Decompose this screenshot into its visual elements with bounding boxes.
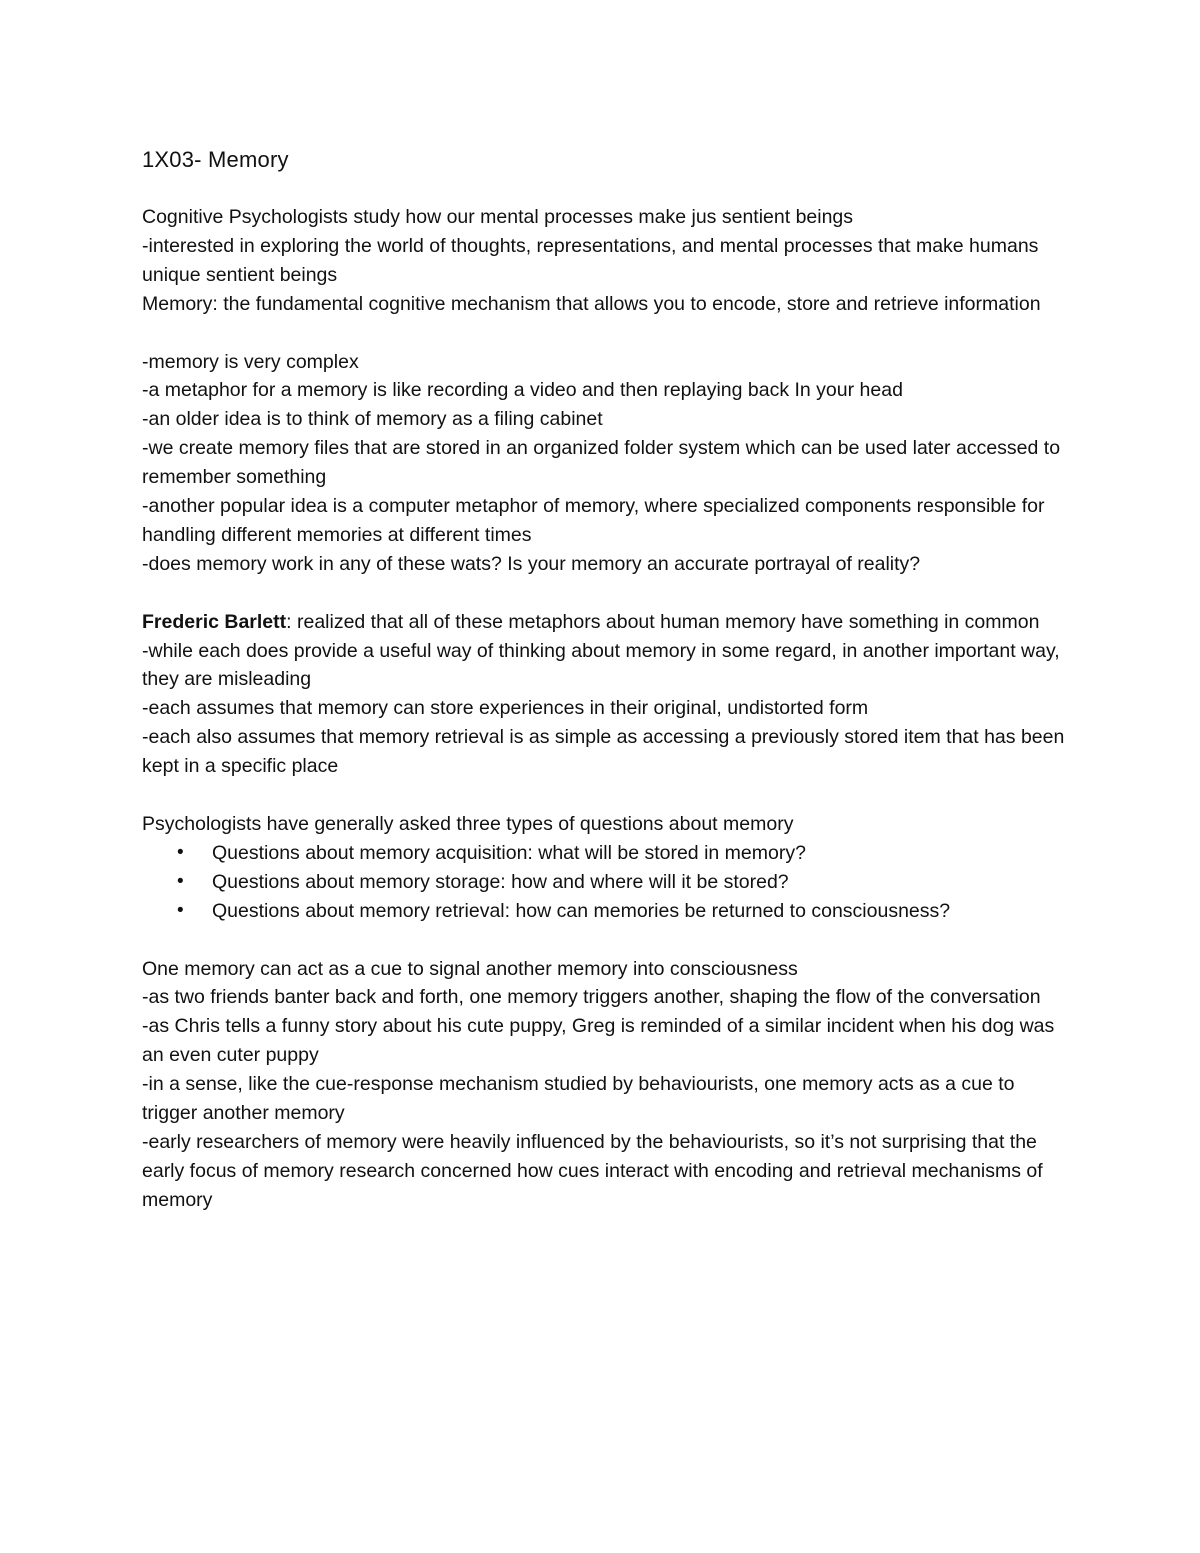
intro-section <box>142 203 1072 319</box>
blank-line <box>142 926 1072 955</box>
list-item <box>142 839 1072 868</box>
questions-heading: Psychologists have generally asked three types of questions about memory <box>142 812 794 835</box>
cues-line: -as Chris tells a funny story about his cute puppy, Greg is reminded of a similar incident when his dog was an even cuter puppy <box>142 1015 1055 1067</box>
intro-line: Memory: the fundamental cognitive mechanism that allows you to encode, store and retrieve information <box>142 292 1041 315</box>
list-item-text: Questions about memory acquisition: what will be stored in memory? <box>212 841 806 864</box>
barlett-line: -while each does provide a useful way of thinking about memory in some regard, in another important way, they are misleading <box>142 639 1060 691</box>
bullet-icon: • <box>177 899 184 921</box>
metaphors-section <box>142 348 1072 579</box>
questions-list <box>142 839 1072 926</box>
bullet-icon: • <box>177 841 184 863</box>
intro-line: Cognitive Psychologists study how our mental processes make jus sentient beings <box>142 206 854 228</box>
list-item-text: Questions about memory storage: how and where will it be stored? <box>212 870 789 893</box>
cues-section <box>142 955 1072 1215</box>
metaphor-line: -we create memory files that are stored in an organized folder system which can be used later accessed to remember something <box>142 437 1061 489</box>
barlett-section <box>142 608 1072 781</box>
cues-line: -early researchers of memory were heavily influenced by the behaviourists, so it’s not surprising that the early focus of memory research concerned how cues interact with encoding and retrieval mechanisms of memory <box>142 1130 1043 1211</box>
metaphor-line: -memory is very complex <box>142 350 359 373</box>
intro-line: -interested in exploring the world of thoughts, representations, and mental processes that make humans unique sentient beings <box>142 234 1039 286</box>
blank-line <box>142 781 1072 810</box>
list-item <box>142 868 1072 897</box>
metaphor-line: -a metaphor for a memory is like recording a video and then replaying back In your head <box>142 379 903 402</box>
metaphor-line: -does memory work in any of these wats? Is your memory an accurate portrayal of reality? <box>142 552 921 575</box>
cues-line: One memory can act as a cue to signal another memory into consciousness <box>142 957 798 980</box>
barlett-line-rest: : realized that all of these metaphors about human memory have something in common <box>286 610 1040 633</box>
list-item <box>142 897 1072 926</box>
page-title: 1X03- Memory <box>142 147 289 172</box>
cues-line: -in a sense, like the cue-response mechanism studied by behaviourists, one memory acts as a cue to trigger another memory <box>142 1073 1015 1125</box>
bullet-icon: • <box>177 870 184 892</box>
metaphor-line: -another popular idea is a computer metaphor of memory, where specialized components responsible for handling different memories at different times <box>142 495 1045 546</box>
metaphor-line: -an older idea is to think of memory as a filing cabinet <box>142 408 603 431</box>
cues-line: -as two friends banter back and forth, one memory triggers another, shaping the flow of the conversation <box>142 986 1041 1009</box>
document-body <box>142 146 1072 1215</box>
list-item-text: Questions about memory retrieval: how can memories be returned to consciousness? <box>212 899 951 922</box>
blank-line <box>142 579 1072 608</box>
blank-line <box>142 319 1072 348</box>
barlett-line: -each assumes that memory can store experiences in their original, undistorted form <box>142 697 869 720</box>
questions-section <box>142 810 1072 926</box>
barlett-line: -each also assumes that memory retrieval is as simple as accessing a previously stored item that has been kept in a specific place <box>142 726 1065 778</box>
barlett-line <box>142 608 1072 637</box>
barlett-name: Frederic Barlett <box>142 610 287 633</box>
